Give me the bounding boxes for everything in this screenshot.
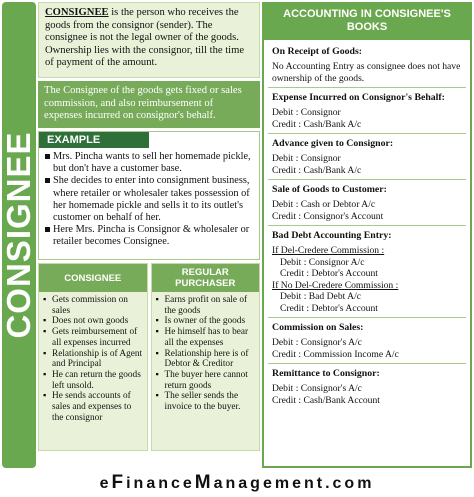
entry-subheading: If No Del-Credere Commission : [272, 279, 399, 291]
example-box [38, 131, 260, 260]
entry-title: Advance given to Consignor: [272, 138, 394, 149]
bullet-icon: ▪ [43, 316, 47, 327]
list-item: ▪ The buyer here cannot return goods [155, 369, 248, 391]
example-item: She decides to enter into consignment business, where retailer or wholesaler takes possession of her homemade pickle and sells it to its outlet's customer on behalf of her. [45, 175, 254, 224]
list-item: ▪ Gets reimbursement of all expenses incurred [43, 327, 138, 348]
list-item: ▪ Relationship here is of Debtor & Creditor [155, 348, 249, 370]
sidebar-title: CONSIGNEE [0, 131, 37, 339]
bullet-icon: ▪ [155, 295, 159, 305]
footer-m: M [194, 472, 214, 493]
footer-e: e [99, 475, 112, 492]
bullet-icon: ▪ [43, 295, 47, 305]
entry-title: Bad Debt Accounting Entry: [272, 230, 392, 241]
list-item: ▪ The seller sends the invoice to the buyer. [155, 391, 241, 413]
comparison-table [38, 263, 260, 451]
entry-credit: Credit : Cash/Bank Account [272, 394, 380, 406]
bullet-icon: ▪ [155, 369, 159, 380]
purchaser-list [152, 292, 260, 413]
entry-credit: Credit : Debtor's Account [280, 268, 378, 279]
bullet-icon: ▪ [43, 348, 47, 359]
bullet-icon: ▪ [155, 327, 159, 338]
square-bullet-icon [45, 227, 50, 232]
list-item: ▪ Is owner of the goods [155, 316, 246, 327]
footer-f: F [111, 472, 127, 493]
entry-debit: Debit : Bad Debt A/c [280, 291, 361, 302]
bullet-icon: ▪ [43, 369, 47, 380]
bullet-icon: ▪ [155, 391, 159, 402]
entry-credit: Credit : Commission Income A/c [272, 348, 399, 360]
bullet-icon: ▪ [155, 316, 159, 327]
example-item: Here Mrs. Pincha is Consignor & wholesaler or retailer becomes Consignee. [45, 224, 254, 248]
entry-remittance [268, 364, 466, 409]
entry-sale [268, 180, 466, 226]
commission-note: The Consignee of the goods gets fixed or sales commission, and also reimbursement of expenses incurred on consignor's behalf. [38, 81, 260, 128]
entry-debit: Debit : Consignor's A/c [272, 383, 362, 394]
list-item: ▪ He can return the goods left unsold. [43, 369, 141, 391]
entry-bad-debt [268, 226, 466, 318]
regular-purchaser-column-heading: REGULAR PURCHASER [152, 264, 260, 292]
entry-credit: Credit : Cash/Bank A/c [272, 118, 362, 130]
entry-commission [268, 318, 466, 364]
example-heading: EXAMPLE [39, 132, 149, 148]
list-item: ▪ Gets commission on sales [43, 295, 128, 316]
accounting-entries [264, 40, 470, 411]
list-item: ▪ He himself has to bear all the expenses [155, 327, 249, 348]
entry-receipt [268, 42, 466, 88]
bullet-icon: ▪ [155, 348, 159, 359]
intro-definition [38, 2, 260, 78]
regular-purchaser-column [151, 263, 261, 451]
consignee-column [38, 263, 148, 451]
entry-title: On Receipt of Goods: [272, 46, 363, 57]
left-column [38, 2, 260, 451]
entry-title: Sale of Goods to Customer: [272, 184, 387, 195]
bullet-icon: ▪ [43, 391, 47, 402]
example-list [39, 148, 259, 249]
entry-subheading: If Del-Credere Commission : [272, 245, 385, 256]
entry-debit: Debit : Consignor [272, 153, 341, 164]
brand-footer [0, 472, 474, 497]
square-bullet-icon [45, 178, 50, 183]
intro-keyword: CONSIGNEE [45, 7, 109, 18]
entry-debit: Debit : Consignor A/c [280, 256, 365, 268]
entry-credit: Credit : Consignor's Account [272, 210, 384, 222]
accounting-panel [262, 2, 472, 468]
entry-title: Commission on Sales: [272, 322, 364, 333]
intro-text: is the person who receives the goods from the consignor (sender). The consignee is not the legal owner of the goods. Ownership lies with the consignor, till the time of payment of the amount. [45, 7, 245, 69]
bullet-icon: ▪ [43, 327, 47, 338]
list-item: ▪ Earns profit on sale of the goods [155, 295, 248, 316]
list-item: ▪ Does not own goods [43, 316, 129, 327]
square-bullet-icon [45, 154, 50, 159]
list-item: ▪ Relationship is of Agent and Principal [43, 348, 143, 370]
entry-title: Remittance to Consignor: [272, 368, 380, 379]
entry-title: Expense Incurred on Consignor's Behalf: [272, 92, 445, 103]
list-item: ▪ He sends accounts of sales and expenses to the consignor [43, 391, 132, 423]
footer-dotcom: .com [325, 475, 375, 492]
entry-debit: Debit : Cash or Debtor A/c [272, 199, 376, 210]
example-item: Mrs. Pincha wants to sell her homemade pickle, but don't have a customer base. [45, 151, 254, 175]
sidebar-banner [2, 2, 36, 468]
accounting-heading: ACCOUNTING IN CONSIGNEE'S BOOKS [264, 4, 470, 40]
entry-advance [268, 134, 466, 180]
entry-debit: Debit : Consignor's A/c [272, 337, 362, 348]
footer-inance: inance [126, 475, 195, 492]
consignee-list [39, 292, 147, 423]
footer-anagement: anagement [213, 475, 326, 492]
entry-debit: Debit : Consignor [272, 107, 341, 118]
consignee-column-heading: CONSIGNEE [39, 264, 147, 292]
entry-credit: Credit : Cash/Bank A/c [272, 164, 362, 176]
entry-expense [268, 88, 466, 134]
entry-credit: Credit : Debtor's Account [280, 302, 378, 314]
entry-text: No Accounting Entry as consignee does not have ownership of the goods. [272, 61, 461, 84]
